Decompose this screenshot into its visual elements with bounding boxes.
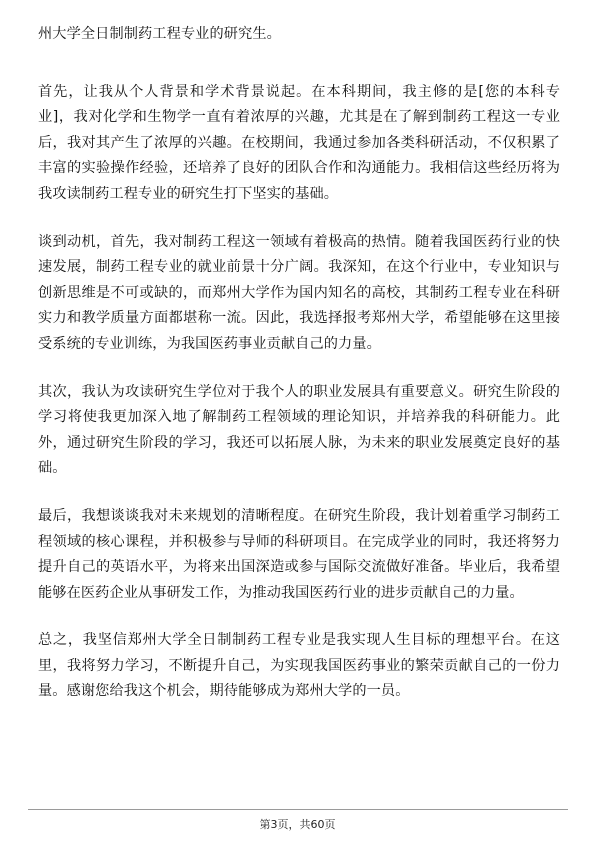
page-number: 第3页，共60页 [259,818,336,831]
paragraph-future-plan: 最后，我想谈谈我对未来规划的清晰程度。在研究生阶段，我计划着重学习制药工程领域的核心课程，并积极参与导师的科研项目。在完成学业的同时，我还将努力提升自己的英语水平，为将来出国深造或参与国际交流做好准备。毕业后，我希望能够在医药企业从事研发工作，为推动我国医药行业的进步贡献自己的力量。 [38,507,560,601]
paragraph-background: 首先，让我从个人背景和学术背景说起。在本科期间，我主修的是[您的本科专业]，我对化学和生物学一直有着浓厚的兴趣，尤其是在了解到制药工程这一专业后，我对其产生了浓厚的兴趣。在校期间，我通过参加各类科研活动，不仅积累了丰富的实验操作经验，还培养了良好的团队合作和沟通能力。我相信这些经历将为我攻读制药工程专业的研究生打下坚实的基础。 [38,83,560,202]
paragraph-career-significance: 其次，我认为攻读研究生学位对于我个人的职业发展具有重要意义。研究生阶段的学习将使我更加深入地了解制药工程领域的理论知识，并培养我的科研能力。此外，通过研究生阶段的学习，我还可以拓展人脉，为未来的职业发展奠定良好的基础。 [38,383,560,477]
document-body [38,22,560,705]
paragraph-continuation: 州大学全日制制药工程专业的研究生。 [38,26,281,42]
paragraph-motivation: 谈到动机，首先，我对制药工程这一领域有着极高的热情。随着我国医药行业的快速发展，制药工程专业的就业前景十分广阔。我深知，在这个行业中，专业知识与创新思维是不可或缺的，而郑州大学作为国内知名的高校，其制药工程专业在科研实力和教学质量方面都堪称一流。因此，我选择报考郑州大学，希望能够在这里接受系统的专业训练，为我国医药事业贡献自己的力量。 [38,233,560,352]
footer-divider [28,809,568,810]
paragraph-conclusion: 总之，我坚信郑州大学全日制制药工程专业是我实现人生目标的理想平台。在这里，我将努力学习，不断提升自己，为实现我国医药事业的繁荣贡献自己的一份力量。感谢您给我这个机会，期待能够成为郑州大学的一员。 [38,632,560,700]
